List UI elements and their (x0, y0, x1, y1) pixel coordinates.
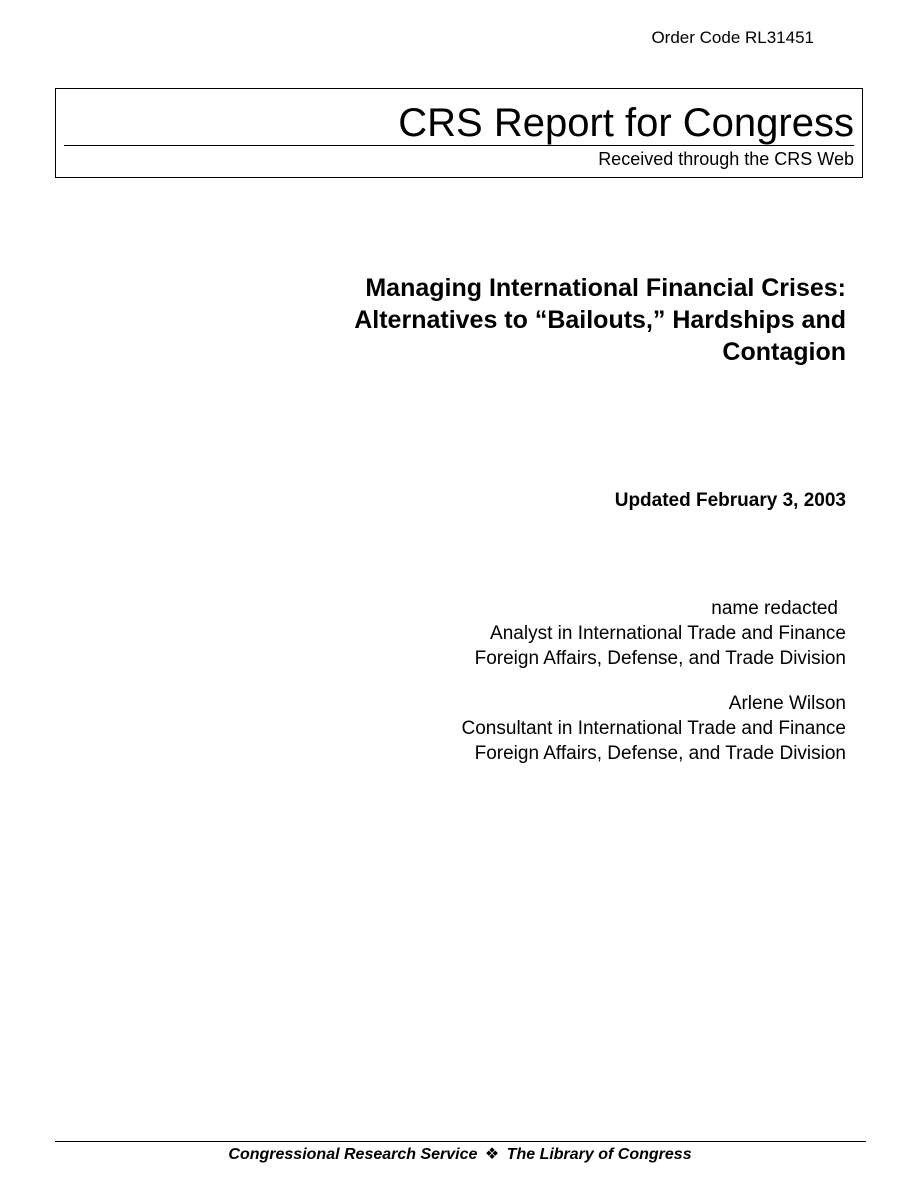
report-title-line: Managing International Financial Crises: (365, 274, 846, 302)
author-division: Foreign Affairs, Defense, and Trade Division (474, 743, 846, 764)
author-block-1 (286, 596, 846, 671)
header-subtitle: Received through the CRS Web (598, 149, 854, 169)
footer-divider (55, 1141, 866, 1142)
header-title: CRS Report for Congress (398, 101, 854, 145)
report-header-box (55, 88, 863, 178)
author-block-2 (286, 691, 846, 766)
report-title-line: Contagion (722, 338, 846, 366)
report-title-line: Alternatives to “Bailouts,” Hardships and (354, 306, 846, 334)
author-division: Foreign Affairs, Defense, and Trade Division (474, 648, 846, 669)
author-title: Consultant in International Trade and Finance (461, 718, 846, 739)
updated-date: Updated February 3, 2003 (614, 490, 846, 511)
footer-library: The Library of Congress (506, 1146, 692, 1163)
report-title (246, 272, 846, 368)
author-name: name redacted (711, 598, 838, 619)
header-divider (64, 145, 854, 146)
author-title: Analyst in International Trade and Finance (490, 623, 846, 644)
order-code: Order Code RL31451 (651, 28, 814, 47)
footer (0, 1144, 920, 1164)
footer-organization: Congressional Research Service (228, 1146, 478, 1163)
author-name: Arlene Wilson (728, 693, 846, 714)
diamond-separator-icon: ❖ (484, 1146, 500, 1163)
